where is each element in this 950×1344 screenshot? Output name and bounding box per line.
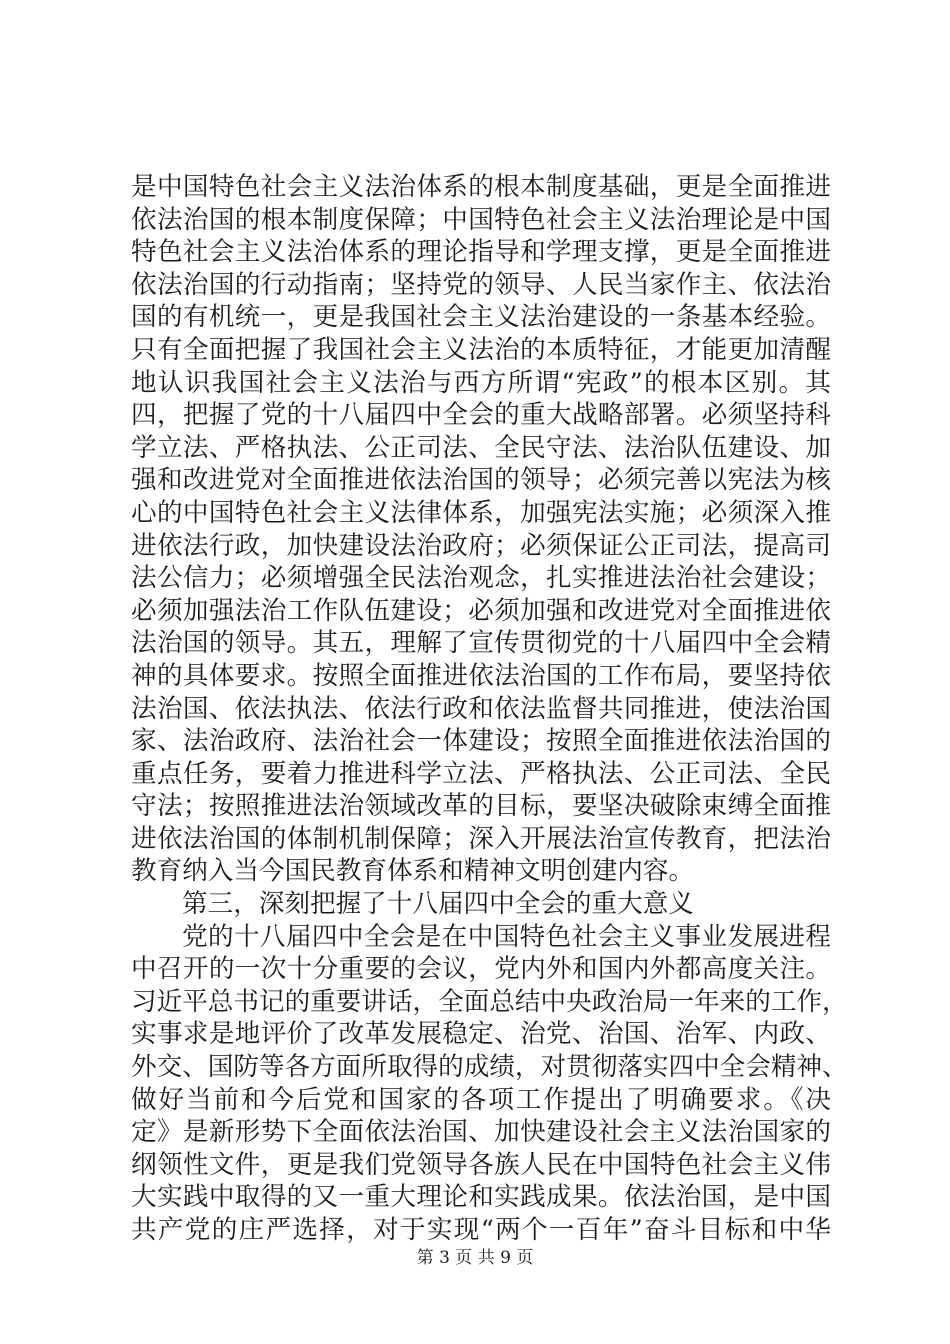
text-line: 大实践中取得的又一重大理论和实践成果。依法治国，是中国	[131, 1182, 831, 1213]
text-line: 强和改进党对全面推进依法治国的领导；必须完善以宪法为核	[131, 465, 831, 496]
text-line: 家、法治政府、法治社会一体建设；按照全面推进依法治国的	[131, 726, 831, 757]
text-line: 法公信力；必须增强全民法治观念，扎实推进法治社会建设；	[131, 563, 831, 594]
text-line: 定》是新形势下全面依法治国、加快建设社会主义法治国家的	[131, 1117, 831, 1148]
text-line: 必须加强法治工作队伍建设；必须加强和改进党对全面推进依	[131, 595, 831, 626]
text-line: 依法治国的行动指南；坚持党的领导、人民当家作主、依法治	[131, 269, 831, 300]
text-line: 神的具体要求。按照全面推进依法治国的工作布局，要坚持依	[131, 660, 831, 691]
text-line: 重点任务，要着力推进科学立法、严格执法、公正司法、全民	[131, 758, 831, 789]
text-line: 依法治国的根本制度保障；中国特色社会主义法治理论是中国	[131, 204, 831, 235]
text-line: 外交、国防等各方面所取得的成绩，对贯彻落实四中全会精神、	[131, 1052, 848, 1083]
text-line: 中召开的一次十分重要的会议，党内外和国内外都高度关注。	[131, 954, 831, 985]
text-line: 心的中国特色社会主义法律体系，加强宪法实施；必须深入推	[131, 497, 831, 528]
text-line: 做好当前和今后党和国家的各项工作提出了明确要求。《决	[131, 1084, 831, 1115]
text-line: 党的十八届四中全会是在中国特色社会主义事业发展进程	[182, 921, 831, 952]
page-number-footer: 第 3 页 共 9 页	[416, 1248, 534, 1268]
text-line: 学立法、严格执法、公正司法、全民守法、法治队伍建设、加	[131, 432, 831, 463]
text-line: 四，把握了党的十八届四中全会的重大战略部署。必须坚持科	[131, 400, 831, 431]
text-line: 特色社会主义法治体系的理论指导和学理支撑，更是全面推进	[131, 237, 831, 268]
document-body	[131, 171, 848, 1247]
text-line: 共产党的庄严选择，对于实现“两个一百年”奋斗目标和中华	[131, 1215, 831, 1245]
text-line: 国的有机统一，更是我国社会主义法治建设的一条基本经验。	[131, 302, 831, 333]
text-line: 纲领性文件，更是我们党领导各族人民在中国特色社会主义伟	[131, 1149, 831, 1180]
text-line: 是中国特色社会主义法治体系的根本制度基础，更是全面推进	[131, 172, 831, 202]
text-line: 教育纳入当今国民教育体系和精神文明创建内容。	[131, 856, 695, 887]
text-line: 只有全面把握了我国社会主义法治的本质特征，才能更加清醒	[131, 334, 831, 365]
text-line: 地认识我国社会主义法治与西方所谓“宪政”的根本区别。其	[131, 367, 831, 398]
text-line: 实事求是地评价了改革发展稳定、治党、治国、治军、内政、	[131, 1019, 831, 1050]
text-line: 法治国的领导。其五，理解了宣传贯彻党的十八届四中全会精	[131, 628, 831, 659]
text-line: 法治国、依法执法、依法行政和依法监督共同推进，使法治国	[131, 693, 831, 724]
text-line: 习近平总书记的重要讲话，全面总结中央政治局一年来的工作，	[131, 986, 848, 1017]
text-line: 进依法行政，加快建设法治政府；必须保证公正司法，提高司	[131, 530, 831, 561]
text-line: 进依法治国的体制机制保障；深入开展法治宣传教育，把法治	[131, 823, 831, 854]
text-line: 第三，深刻把握了十八届四中全会的重大意义	[182, 889, 694, 920]
text-line: 守法；按照推进法治领域改革的目标，要坚决破除束缚全面推	[131, 791, 831, 822]
